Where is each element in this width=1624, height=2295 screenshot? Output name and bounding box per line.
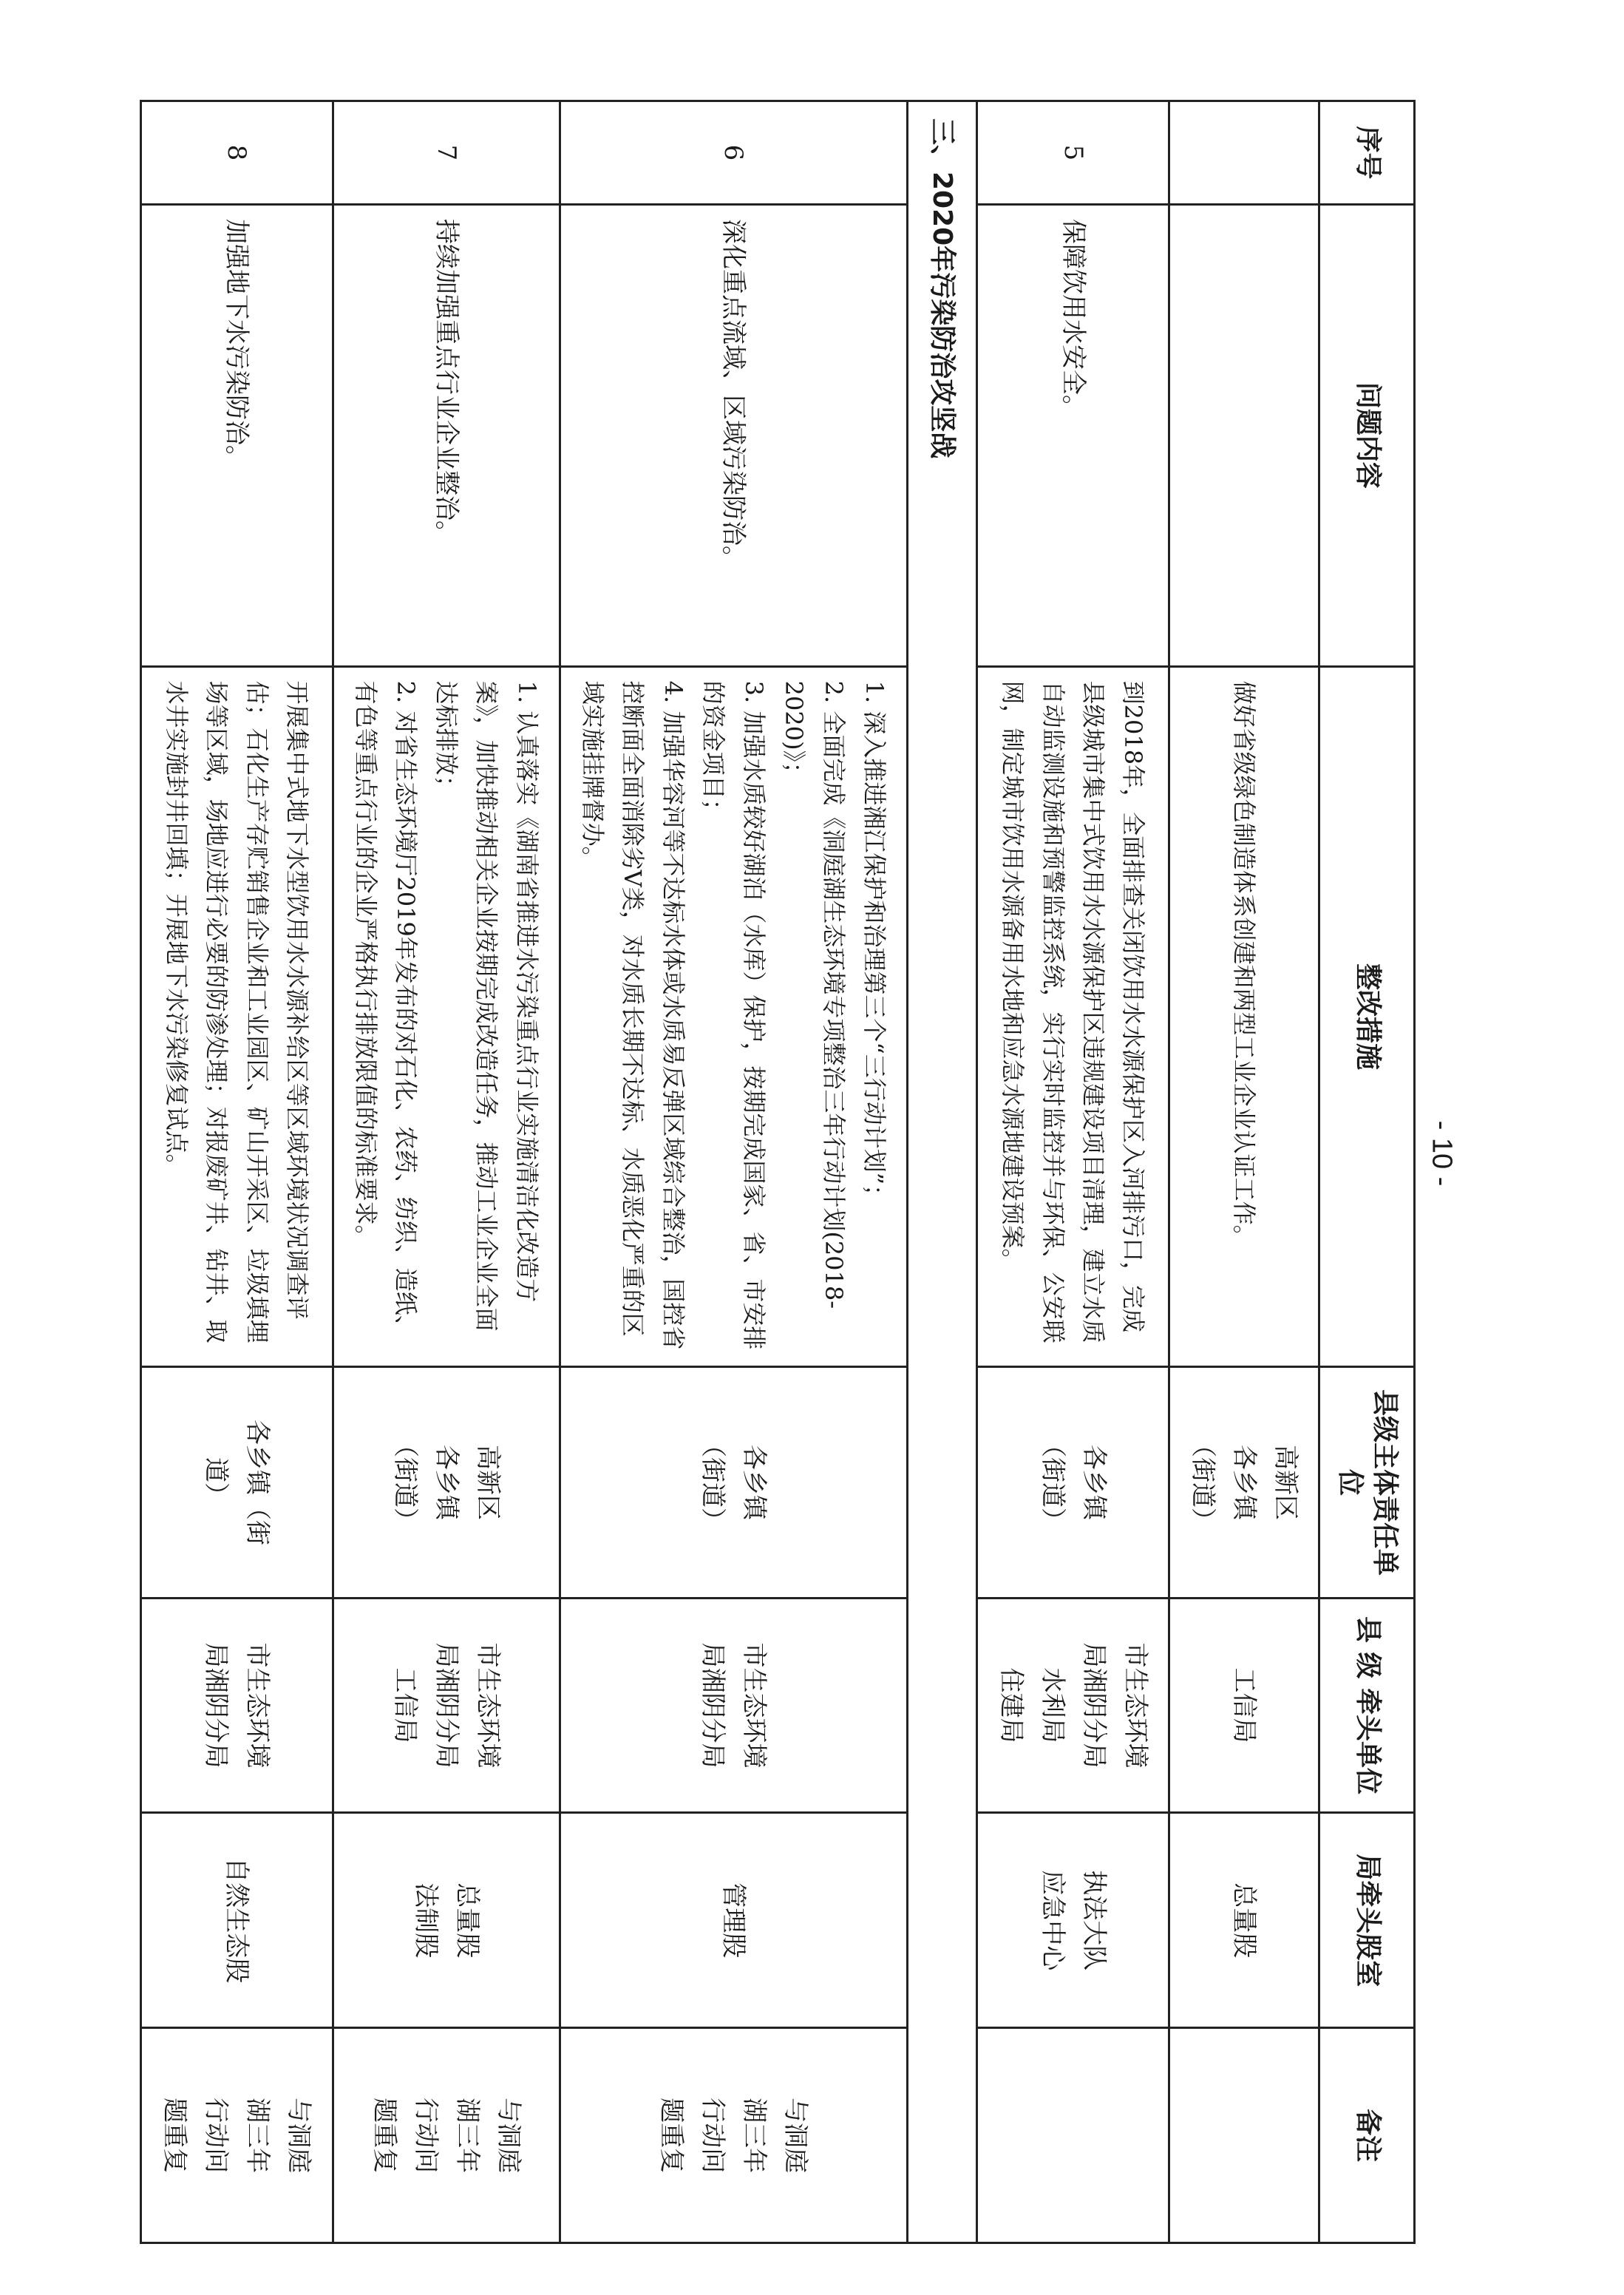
header-county-lead: 县 级 牵头单位 bbox=[1319, 1598, 1415, 1813]
cell-issue bbox=[560, 205, 907, 667]
cell-bureau-lead-line: 应急中心 bbox=[1037, 1870, 1067, 1971]
cell-county-resp-line: 高新区 bbox=[1271, 1444, 1301, 1520]
cell-remark-line: 湖三年 bbox=[242, 2098, 273, 2174]
cell-county-resp-line: 各乡镇（街 bbox=[242, 1419, 273, 1545]
cell-seq-line: 8 bbox=[222, 144, 252, 161]
cell-issue-line: 持续加强重点行业企业整治。 bbox=[431, 219, 461, 546]
cell-bureau-lead-line: 法制股 bbox=[410, 1882, 441, 1959]
cell-issue bbox=[1169, 205, 1319, 667]
cell-measures-line: 1. 深入推进湘江保护和治理第三个“三行动计划”； bbox=[860, 680, 889, 1209]
cell-bureau-lead-line: 总量股 bbox=[1229, 1882, 1260, 1959]
cell-seq-line: 6 bbox=[718, 144, 749, 161]
cell-remark-line: 行动问 bbox=[698, 2098, 728, 2174]
cell-county-lead bbox=[333, 1598, 560, 1813]
cell-remark bbox=[977, 2028, 1169, 2243]
cell-county-resp-line: 各乡镇 bbox=[739, 1444, 769, 1520]
header-seq: 序号 bbox=[1319, 101, 1415, 205]
cell-county-resp-line: （街道） bbox=[1188, 1431, 1218, 1533]
cell-remark bbox=[140, 2028, 333, 2243]
cell-bureau-lead bbox=[140, 1813, 333, 2028]
table-row bbox=[977, 101, 1169, 2243]
cell-bureau-lead-line: 管理股 bbox=[718, 1882, 749, 1959]
cell-county-resp-line: 道） bbox=[201, 1457, 231, 1508]
cell-measures-line: 3. 加强水质较好湖泊（水库）保护，按期完成国家、省、市安排的资金项目； bbox=[699, 680, 768, 1350]
cell-county-lead-line: 水利局 bbox=[1037, 1667, 1067, 1743]
cell-county-lead bbox=[140, 1598, 333, 1813]
cell-county-resp-line: 各乡镇 bbox=[1078, 1444, 1109, 1520]
cell-county-lead-line: 局湘阴分局 bbox=[698, 1642, 728, 1769]
cell-county-resp-line: 各乡镇 bbox=[1229, 1444, 1260, 1520]
cell-county-resp-line: （街道） bbox=[1037, 1431, 1067, 1533]
header-county-resp: 县级主体责任单位 bbox=[1319, 1367, 1415, 1598]
cell-measures bbox=[1169, 666, 1319, 1367]
header-remark: 备注 bbox=[1319, 2028, 1415, 2243]
cell-remark bbox=[1169, 2028, 1319, 2243]
table-row bbox=[333, 101, 560, 2243]
cell-county-lead-line: 局湘阴分局 bbox=[1078, 1642, 1109, 1769]
page-number: - 10 - bbox=[1426, 1120, 1458, 1187]
cell-measures bbox=[333, 666, 560, 1367]
cell-issue bbox=[977, 205, 1169, 667]
cell-remark bbox=[333, 2028, 560, 2243]
cell-seq bbox=[560, 101, 907, 205]
cell-issue-line: 深化重点流域、区域污染防治。 bbox=[718, 219, 749, 571]
cell-county-lead-line: 工信局 bbox=[390, 1667, 420, 1743]
cell-county-lead bbox=[977, 1598, 1169, 1813]
cell-seq bbox=[977, 101, 1169, 205]
cell-remark-line: 行动问 bbox=[201, 2098, 231, 2174]
cell-county-resp bbox=[333, 1367, 560, 1598]
cell-measures-line: 2. 对省生态环境厅2019年发布的对石化、农药、纺织、造纸、有色等重点行业的企业严格执行排放限值的标准要求。 bbox=[352, 680, 421, 1339]
document-table-rotated bbox=[160, 100, 1416, 2244]
cell-county-resp bbox=[1169, 1367, 1319, 1598]
cell-measures-line: 做好省级绿色制造体系创建和两型工业企业认证工作。 bbox=[1230, 680, 1259, 1249]
cell-bureau-lead-line: 执法大队 bbox=[1078, 1870, 1109, 1971]
cell-county-lead bbox=[1169, 1598, 1319, 1813]
cell-issue-line: 保障饮用水安全。 bbox=[1058, 219, 1088, 420]
table-row bbox=[1169, 101, 1319, 2243]
cell-seq-line: 5 bbox=[1058, 144, 1088, 161]
header-measures: 整改措施 bbox=[1319, 666, 1415, 1367]
cell-bureau-lead bbox=[333, 1813, 560, 2028]
cell-remark-line: 题重复 bbox=[656, 2098, 687, 2174]
cell-county-lead-line: 市生态环境 bbox=[1120, 1642, 1150, 1769]
cell-measures bbox=[560, 666, 907, 1367]
cell-remark-line: 与洞庭 bbox=[781, 2098, 811, 2174]
table-row bbox=[140, 101, 333, 2243]
header-issue: 问题内容 bbox=[1319, 205, 1415, 667]
cell-bureau-lead-line: 自然生态股 bbox=[222, 1857, 252, 1984]
cell-bureau-lead bbox=[1169, 1813, 1319, 2028]
cell-county-lead-line: 市生态环境 bbox=[242, 1642, 273, 1769]
cell-seq bbox=[1169, 101, 1319, 205]
header-bureau-lead: 局牵头股室 bbox=[1319, 1813, 1415, 2028]
cell-measures-line: 1. 认真落实《湖南省推进水污染重点行业实施清洁化改造方案》，加快推动相关企业按期完成改造任务，推动工业企业全面达标排放； bbox=[432, 680, 541, 1332]
cell-seq bbox=[333, 101, 560, 205]
cell-county-lead-line: 市生态环境 bbox=[472, 1642, 503, 1769]
cell-remark-line: 湖三年 bbox=[739, 2098, 769, 2174]
section-row bbox=[907, 101, 976, 2243]
cell-measures-line: 4. 加强华容河等不达标水体或水质易反弹区域综合整治，国控省控断面全面消除劣V类，对水质长期不达标、水质恶化严重的区域实施挂牌督办。 bbox=[579, 680, 687, 1350]
cell-remark-line: 与洞庭 bbox=[284, 2098, 314, 2174]
cell-county-resp bbox=[977, 1367, 1169, 1598]
cell-remark bbox=[560, 2028, 907, 2243]
table-row bbox=[560, 101, 907, 2243]
cell-county-lead-line: 市生态环境 bbox=[739, 1642, 769, 1769]
cell-remark-line: 题重复 bbox=[369, 2098, 399, 2174]
cell-measures-line: 开展集中式地下水型饮用水水源补给区等区域环境状况调查评估；石化生产存贮销售企业和工业园区、矿山开采区、垃圾填埋场等区域，场地应进行必要的防渗处理；对报废矿井、钻井、取水井实施封井回填；开展地下水污染修复试点。 bbox=[162, 680, 311, 1343]
cell-bureau-lead bbox=[977, 1813, 1169, 2028]
cell-measures-line: 2. 全面完成《洞庭湖生态环境专项整治三年行动计划(2018-2020)》； bbox=[779, 680, 849, 1309]
cell-issue bbox=[333, 205, 560, 667]
cell-remark-line: 与洞庭 bbox=[493, 2098, 523, 2174]
section-title: 三、2020年污染防治攻坚战 bbox=[907, 101, 976, 2243]
cell-issue bbox=[140, 205, 333, 667]
cell-county-resp-line: 各乡镇 bbox=[431, 1444, 461, 1520]
cell-seq-line: 7 bbox=[431, 144, 461, 161]
cell-county-lead-line: 局湘阴分局 bbox=[431, 1642, 461, 1769]
cell-issue-line: 加强地下水污染防治。 bbox=[222, 219, 252, 470]
cell-remark-line: 行动问 bbox=[410, 2098, 441, 2174]
cell-county-lead-line: 局湘阴分局 bbox=[201, 1642, 231, 1769]
cell-county-resp-line: 高新区 bbox=[472, 1444, 503, 1520]
cell-county-resp bbox=[560, 1367, 907, 1598]
cell-county-lead-line: 工信局 bbox=[1229, 1667, 1260, 1743]
cell-seq bbox=[140, 101, 333, 205]
cell-measures bbox=[140, 666, 333, 1367]
cell-measures-line: 到2018年，全面排查关闭饮用水水源保护区入河排污口，完成县级城市集中式饮用水水源保护区违规建设项目清理，建立水质自动监测设施和预警监控系统，实行实时监控并与环保、公安联网，制定城市饮用水源备用水地和应急水源地建设预案。 bbox=[999, 680, 1148, 1343]
cell-county-resp-line: （街道） bbox=[390, 1431, 420, 1533]
cell-county-resp bbox=[140, 1367, 333, 1598]
rectification-table bbox=[140, 100, 1416, 2244]
cell-remark-line: 题重复 bbox=[160, 2098, 190, 2174]
cell-county-lead-line: 住建局 bbox=[996, 1667, 1026, 1743]
cell-county-resp-line: （街道） bbox=[698, 1431, 728, 1533]
table-header-row bbox=[1319, 101, 1415, 2243]
cell-county-lead bbox=[560, 1598, 907, 1813]
cell-measures bbox=[977, 666, 1169, 1367]
cell-bureau-lead-line: 总量股 bbox=[452, 1882, 482, 1959]
cell-bureau-lead bbox=[560, 1813, 907, 2028]
cell-remark-line: 湖三年 bbox=[452, 2098, 482, 2174]
